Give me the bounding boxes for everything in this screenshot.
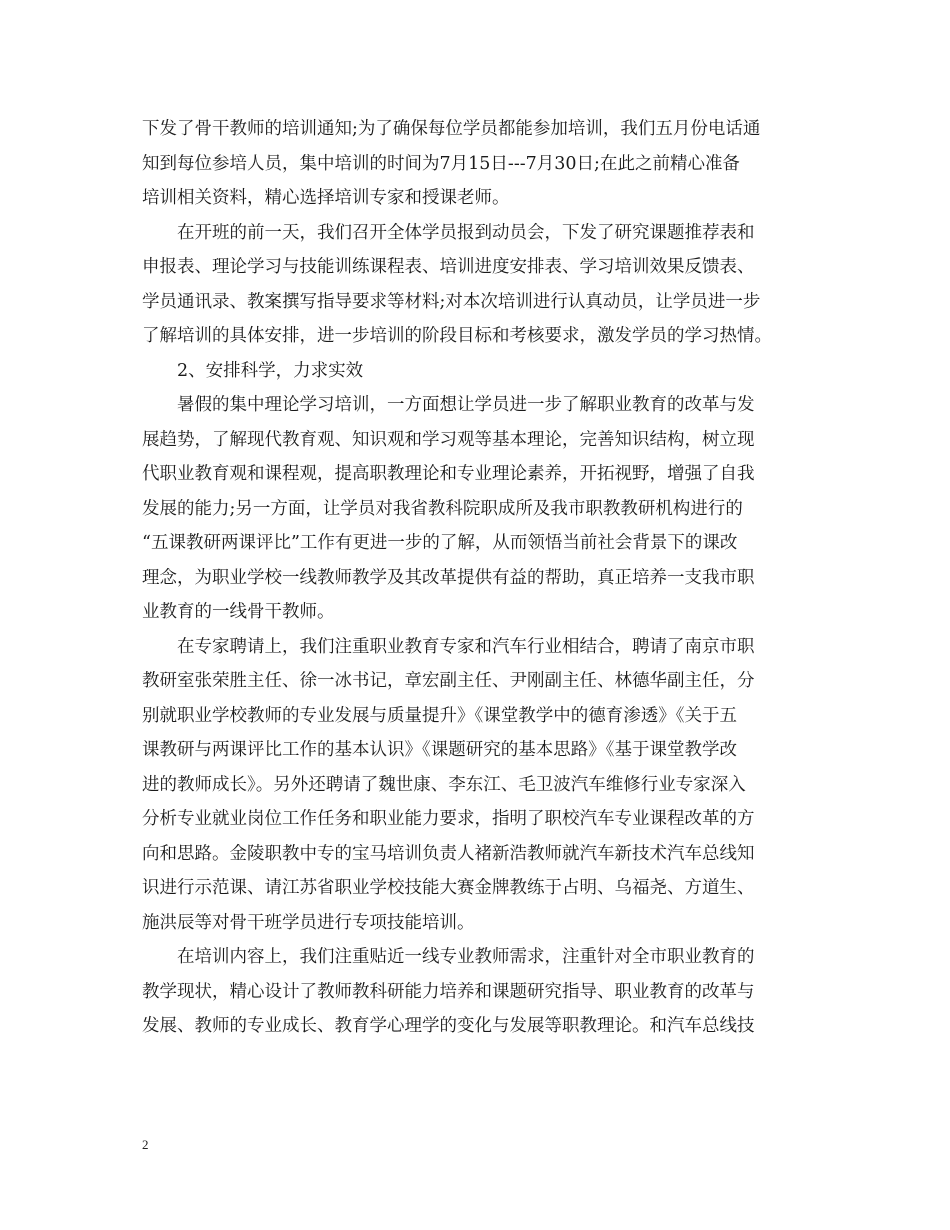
text-line: 在专家聘请上，我们注重职业教育专家和汽车行业相结合，聘请了南京市职 [177, 636, 755, 657]
text-line: 暑假的集中理论学习培训，一方面想让学员进一步了解职业教育的改革与发 [177, 395, 755, 415]
text-line: 业教育的一线骨干教师。 [142, 602, 335, 622]
text-line: 2、安排科学，力求实效 [177, 360, 364, 381]
text-line: 下发了骨干教师的培训通知;为了确保每位学员都能参加培训，我们五月份电话通 [142, 119, 761, 139]
text-line: 教学现状，精心设计了教师教科研能力培养和课题研究指导、职业教育的改革与 [142, 981, 755, 1002]
text-line: 识进行示范课、请江苏省职业学校技能大赛金牌教练于占明、乌福尧、方道生、 [142, 878, 755, 898]
text-line: 代职业教育观和课程观，提高职教理论和专业理论素养，开拓视野，增强了自我 [142, 464, 755, 484]
text-line: 发展的能力;另一方面，让学员对我省教科院职成所及我市职教教研机构进行的 [142, 498, 743, 519]
text-line: “五课教研两课评比”工作有更进一步的了解，从而领悟当前社会背景下的课改 [142, 533, 738, 553]
text-line: 知到每位参培人员，集中培训的时间为7月15日---7月30日;在此之前精心准备 [142, 153, 740, 174]
text-line: 在培训内容上，我们注重贴近一线专业教师需求，注重针对全市职业教育的 [177, 947, 755, 967]
text-line: 施洪辰等对骨干班学员进行专项技能培训。 [142, 912, 475, 933]
text-line: 进的教师成长》。另外还聘请了魏世康、李东江、毛卫波汽车维修行业专家深入 [142, 774, 746, 795]
body-text [142, 112, 810, 1044]
text-line: 向和思路。金陵职教中专的宝马培训负责人褚新浩教师就汽车新技术汽车总线知 [142, 843, 755, 864]
text-line: 展趋势，了解现代教育观、知识观和学习观等基本理论，完善知识结构，树立现 [142, 429, 755, 450]
text-line: 理念，为职业学校一线教师教学及其改革提供有益的帮助，真正培养一支我市职 [142, 567, 755, 588]
text-line: 分析专业就业岗位工作任务和职业能力要求，指明了职校汽车专业课程改革的方 [142, 809, 755, 829]
text-line: 学员通讯录、教案撰写指导要求等材料;对本次培训进行认真动员，让学员进一步 [142, 291, 761, 312]
text-line: 发展、教师的专业成长、教育学心理学的变化与发展等职教理论。和汽车总线技 [142, 1016, 755, 1036]
text-line: 申报表、理论学习与技能训练课程表、培训进度安排表、学习培训效果反馈表、 [142, 257, 755, 277]
text-line: 别就职业学校教师的专业发展与质量提升》《课堂教学中的德育渗透》《关于五 [142, 705, 737, 726]
page-number: 2 [142, 1137, 149, 1152]
text-line: 教研室张荣胜主任、徐一冰书记，章宏副主任、尹刚副主任、林德华副主任，分 [142, 671, 755, 691]
text-line: 培训相关资料，精心选择培训专家和授课老师。 [142, 188, 510, 208]
text-line: 了解培训的具体安排，进一步培训的阶段目标和考核要求，激发学员的学习热情。 [142, 326, 772, 346]
text-line: 课教研与两课评比工作的基本认识》《课题研究的基本思路》《基于课堂教学改 [142, 740, 737, 760]
text-line: 在开班的前一天，我们召开全体学员报到动员会，下发了研究课题推荐表和 [177, 222, 755, 243]
